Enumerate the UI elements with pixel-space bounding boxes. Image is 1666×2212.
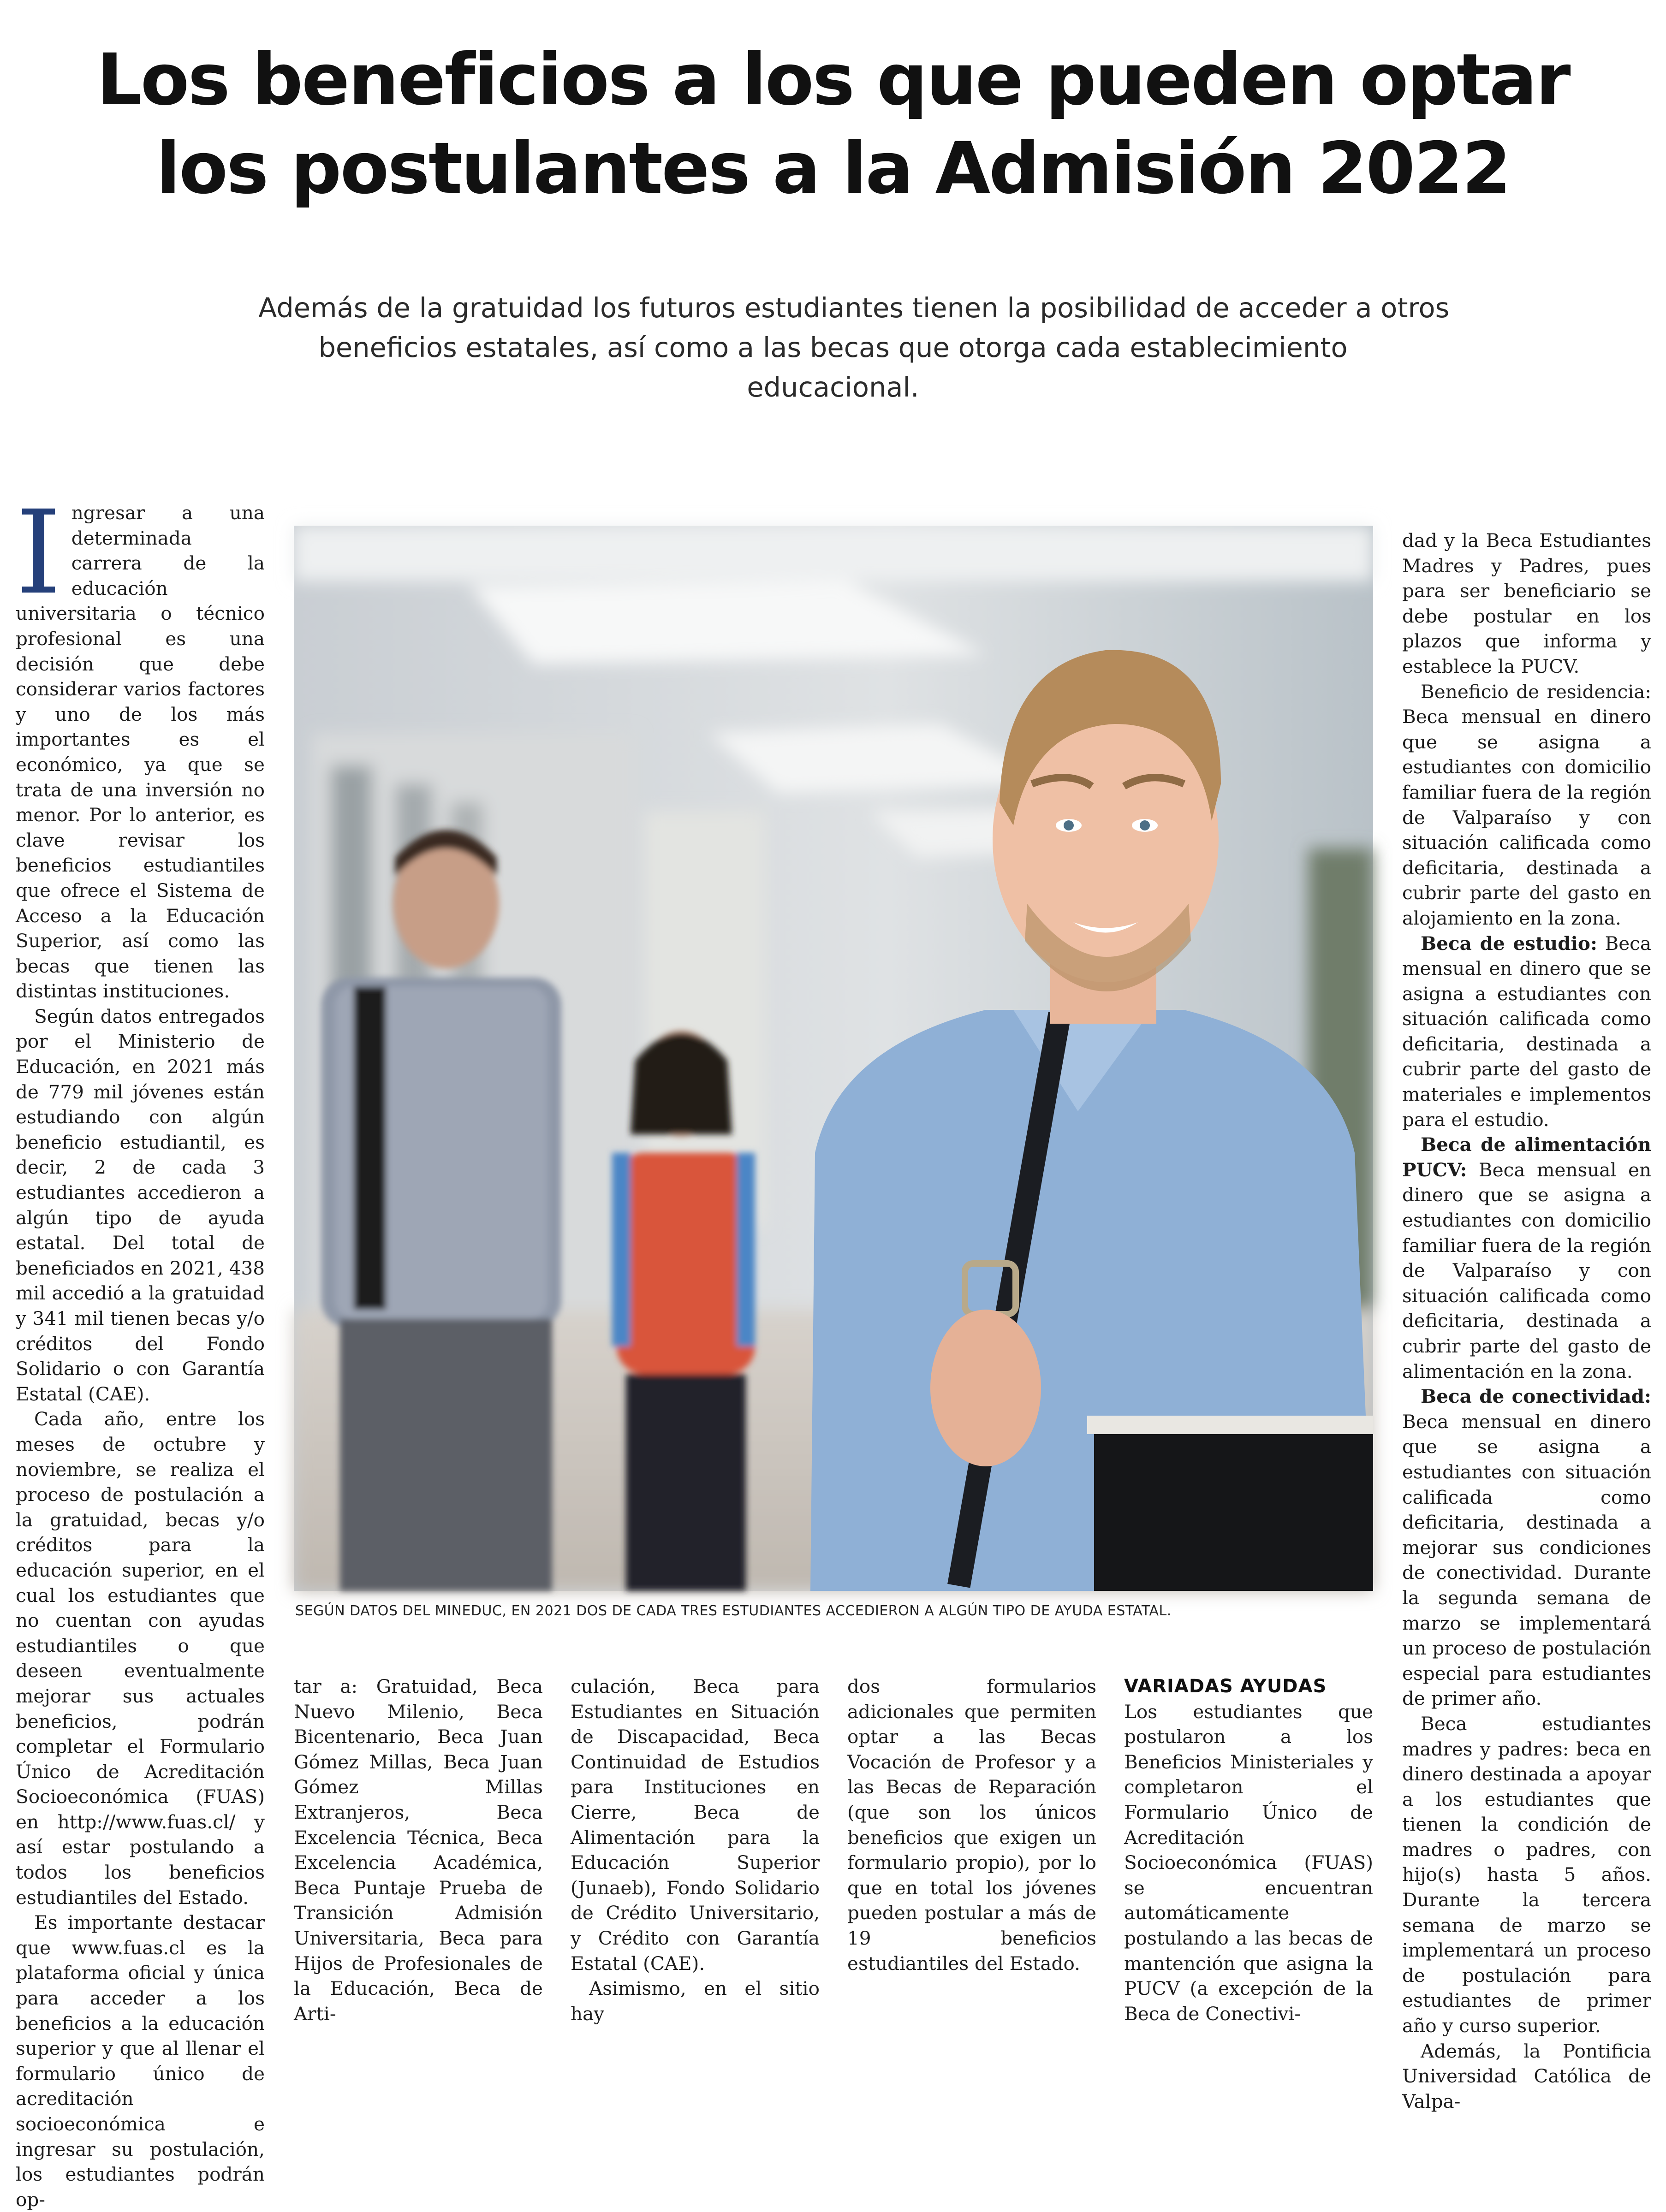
photo-caption: SEGÚN DATOS DEL MINEDUC, EN 2021 DOS DE CADA TRES ESTUDIANTES ACCEDIERON A ALGÚN TIPO DE AYUDA ESTATAL. [295, 1603, 1172, 1619]
article-photo [294, 526, 1373, 1591]
dek-line-1: Además de la gratuidad los futuros estudiantes tienen la posibilidad de acceder a otros [258, 292, 1450, 324]
article-column-5 [1124, 1674, 1373, 2025]
paragraph-intro: ngresar a una determinada carrera de la educación universitaria o técnico profesional es una decisión que debe considerar varios factores y uno de los más importantes es el económico, ya que se trata de una inversión no menor. Por lo anterior, es clave revisar los beneficios estudiantiles que ofrece el Sistema de Acceso a la Educación Superior, así como las becas que tienen las distintas instituciones. [16, 502, 265, 1002]
paragraph-beca-estudio: Beca de estudio: Beca mensual en dinero que se asigna a estudiantes con situación calificada como deficitaria, destinada a cubrir parte del gasto de materiales e implementos para el estudio. [1402, 932, 1652, 1131]
paragraph-residencia: Beneficio de residencia: Beca mensual en dinero que se asigna a estudiantes con domicilio familiar fuera de la región de Valparaíso y con situación calificada como deficitaria, destinada a cubrir parte del gasto en alojamiento en la zona. [1402, 680, 1651, 929]
lead-residencia: Beneficio de residencia: [1421, 680, 1651, 703]
headline [69, 36, 1597, 213]
paragraph-pucv-additional: Además, la Pontificia Universidad Católica de Valpa- [1402, 2040, 1651, 2112]
subheadline [258, 288, 1450, 407]
article-column-4 [847, 1674, 1096, 1975]
paragraph-beca-madres-padres: Beca estudiantes madres y padres: beca en dinero destinada a apoyar a los estudiantes que tienen la condición de madres o padres, con hijo(s) hasta 5 años. Durante la tercera semana de marzo se implementará un proceso de postulación para estudiantes de primer año y curso superior. [1402, 1712, 1651, 2037]
drop-cap: I [16, 486, 61, 620]
article-column-2 [294, 1674, 543, 2025]
paragraph-benefits-list: tar a: Gratuidad, Beca Nuevo Milenio, Beca Bicentenario, Beca Juan Gómez Millas, Beca Juan Gómez Millas Extranjeros, Beca Excelencia Técnica, Beca Excelencia Académica, Beca Puntaje Prueba de Transición Admisión Universitaria, Beca para Hijos de Profesionales de la Educación, Beca de Arti- [294, 1675, 543, 2025]
article-column-1 [16, 486, 265, 2211]
headline-line-1: Los beneficios a los que pueden optar [96, 39, 1570, 121]
lead-beca-estudio: Beca de estudio: [1421, 932, 1597, 955]
paragraph-pucv-cont: dad y la Beca Estudiantes Madres y Padres, pues para ser beneficiario se debe postular en los plazos que informa y establece la PUCV. [1402, 529, 1651, 677]
paragraph-pucv-scholarships: Los estudiantes que postularon a los Beneficios Ministeriales y completaron el Formulario Único de Acreditación Socioeconómica (FUAS) se encuentran automáticamente postulando a las becas de mantención que asigna la PUCV (a excepción de la Beca de Conectivi- [1124, 1700, 1373, 2025]
lead-beca-conectividad: Beca de conectividad: [1421, 1385, 1651, 1408]
dek-line-2: beneficios estatales, así como a las becas que otorga cada establecimiento [318, 332, 1348, 363]
paragraph-beca-conectividad: Beca de conectividad: Beca mensual en dinero que se asigna a estudiantes con situación calificada como deficitaria, destinada a mejorar sus condiciones de conectividad. Durante la segunda semana de marzo se implementará un proceso de postulación especial para estudiantes de primer año. [1402, 1385, 1651, 1710]
dek-line-3: educacional. [747, 371, 919, 403]
students-photo-illustration [294, 526, 1373, 1591]
lead-beca-alimentacion: Beca de alimentación PUCV: [1402, 1133, 1651, 1181]
paragraph-fuas-platform: Es importante destacar que www.fuas.cl es la plataforma oficial y única para acceder a los beneficios a la educación superior y que al llenar el formulario único de acreditación socioeconómica e ingresar su postulación, los estudiantes podrán op- [16, 1911, 265, 2211]
article-column-6 [1402, 528, 1652, 2112]
paragraph-mineduc-data: Según datos entregados por el Ministerio de Educación, en 2021 más de 779 mil jóvenes están estudiando con algún beneficio estudiantil, es decir, 2 de cada 3 estudiantes accedieron a algún tipo de ayuda estatal. Del total de beneficiados en 2021, 438 mil accedió a la gratuidad y 341 mil tienen becas y/o créditos del Fondo Solidario o con Garantía Estatal (CAE). [16, 1005, 265, 1405]
paragraph-fuas-process: Cada año, entre los meses de octubre y noviembre, se realiza el proceso de postulación a la gratuidad, becas y/o créditos para la educación superior, en el cual los estudiantes que no cuentan con ayudas estudiantiles o que deseen eventualmente mejorar sus actuales beneficios, podrán completar el Formulario Único de Acreditación Socioeconómica (FUAS) en http://www.fuas.cl/ y así estar postulando a todos los beneficios estudiantiles del Estado. [16, 1408, 265, 1909]
paragraph-benefits-list-cont: culación, Beca para Estudiantes en Situación de Discapacidad, Beca Continuidad de Estudios para Instituciones en Cierre, Beca de Alimentación para la Educación Superior (Junaeb), Fondo Solidario de Crédito Universitario, y Crédito con Garantía Estatal (CAE). [571, 1675, 820, 1975]
paragraph-additional-forms: dos formularios adicionales que permiten optar a las Becas Vocación de Profesor y a las Becas de Reparación (que son los únicos beneficios que exigen un formulario propio), por lo que en total los jóvenes pueden postular a más de 19 beneficios estudiantiles del Estado. [847, 1675, 1096, 1975]
paragraph-site-forms: Asimismo, en el sitio hay [571, 1977, 820, 2025]
paragraph-beca-alimentacion: Beca de alimentación PUCV: Beca mensual en dinero que se asigna a estudiantes con domicilio familiar fuera de la región de Valparaíso y con situación calificada como deficitaria, destinada a cubrir parte del gasto de alimentación en la zona. [1402, 1133, 1652, 1382]
section-heading-variadas-ayudas: VARIADAS AYUDAS [1124, 1676, 1327, 1697]
article-column-3 [571, 1674, 820, 2025]
headline-line-2: los postulantes a la Admisión 2022 [156, 127, 1510, 210]
